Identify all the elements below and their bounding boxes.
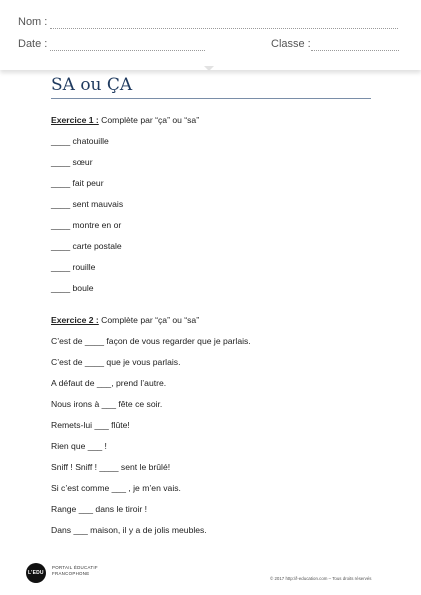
exercise1-item: ____ boule bbox=[51, 283, 94, 293]
exercise2-heading: Exercice 2 : bbox=[51, 315, 99, 325]
exercise2-item: Nous irons à ___ fête ce soir. bbox=[51, 399, 163, 409]
exercise1-item: ____ sent mauvais bbox=[51, 199, 124, 209]
nom-field[interactable] bbox=[50, 28, 398, 29]
exercise2-item: Dans ___ maison, il y a de jolis meubles. bbox=[51, 525, 207, 535]
exercise2-item: Sniff ! Sniff ! ____ sent le brûlé! bbox=[51, 462, 171, 472]
exercise2-item: Remets-lui ___ flûte! bbox=[51, 420, 130, 430]
classe-label: Classe : bbox=[271, 38, 311, 50]
exercise2-item: C’est de ____ que je vous parlais. bbox=[51, 357, 181, 367]
exercise1-item: ____ rouille bbox=[51, 262, 96, 272]
exercise1-item: ____ fait peur bbox=[51, 178, 104, 188]
page-title: SA ou ÇA bbox=[51, 75, 133, 95]
header-bar bbox=[0, 0, 421, 70]
exercise2-instruction: Complète par “ça” ou “sa” bbox=[98, 315, 200, 325]
exercise1-title bbox=[51, 115, 199, 125]
exercise1-instruction: Complète par “ça” ou “sa” bbox=[98, 115, 200, 125]
logo-text: L’EDU bbox=[28, 570, 44, 576]
portal-line1: PORTAIL ÉDUCATIF bbox=[52, 565, 98, 570]
header-notch bbox=[204, 66, 214, 71]
portal-line2: FRANCOPHONE bbox=[52, 571, 90, 576]
portal-label bbox=[52, 565, 98, 577]
exercise1-item: ____ chatouille bbox=[51, 136, 109, 146]
date-label: Date : bbox=[18, 38, 48, 50]
date-field[interactable] bbox=[50, 50, 205, 51]
exercise1-item: ____ sœur bbox=[51, 157, 93, 167]
exercise2-title bbox=[51, 315, 199, 325]
exercise2-item: C’est de ____ façon de vous regarder que je parlais. bbox=[51, 336, 251, 346]
exercise2-item: Range ___ dans le tiroir ! bbox=[51, 504, 148, 514]
exercise2-item: Si c’est comme ___ , je m’en vais. bbox=[51, 483, 181, 493]
exercise2-item: A défaut de ___, prend l’autre. bbox=[51, 378, 167, 388]
exercise1-heading: Exercice 1 : bbox=[51, 115, 99, 125]
exercise1-item: ____ carte postale bbox=[51, 241, 122, 251]
nom-label: Nom : bbox=[18, 16, 48, 28]
copyright-text: © 2017 http://l-education.com – Tous droits réservés bbox=[270, 576, 372, 581]
exercise2-item: Rien que ___ ! bbox=[51, 441, 107, 451]
classe-field[interactable] bbox=[311, 50, 399, 51]
title-rule bbox=[51, 98, 371, 99]
exercise1-item: ____ montre en or bbox=[51, 220, 122, 230]
